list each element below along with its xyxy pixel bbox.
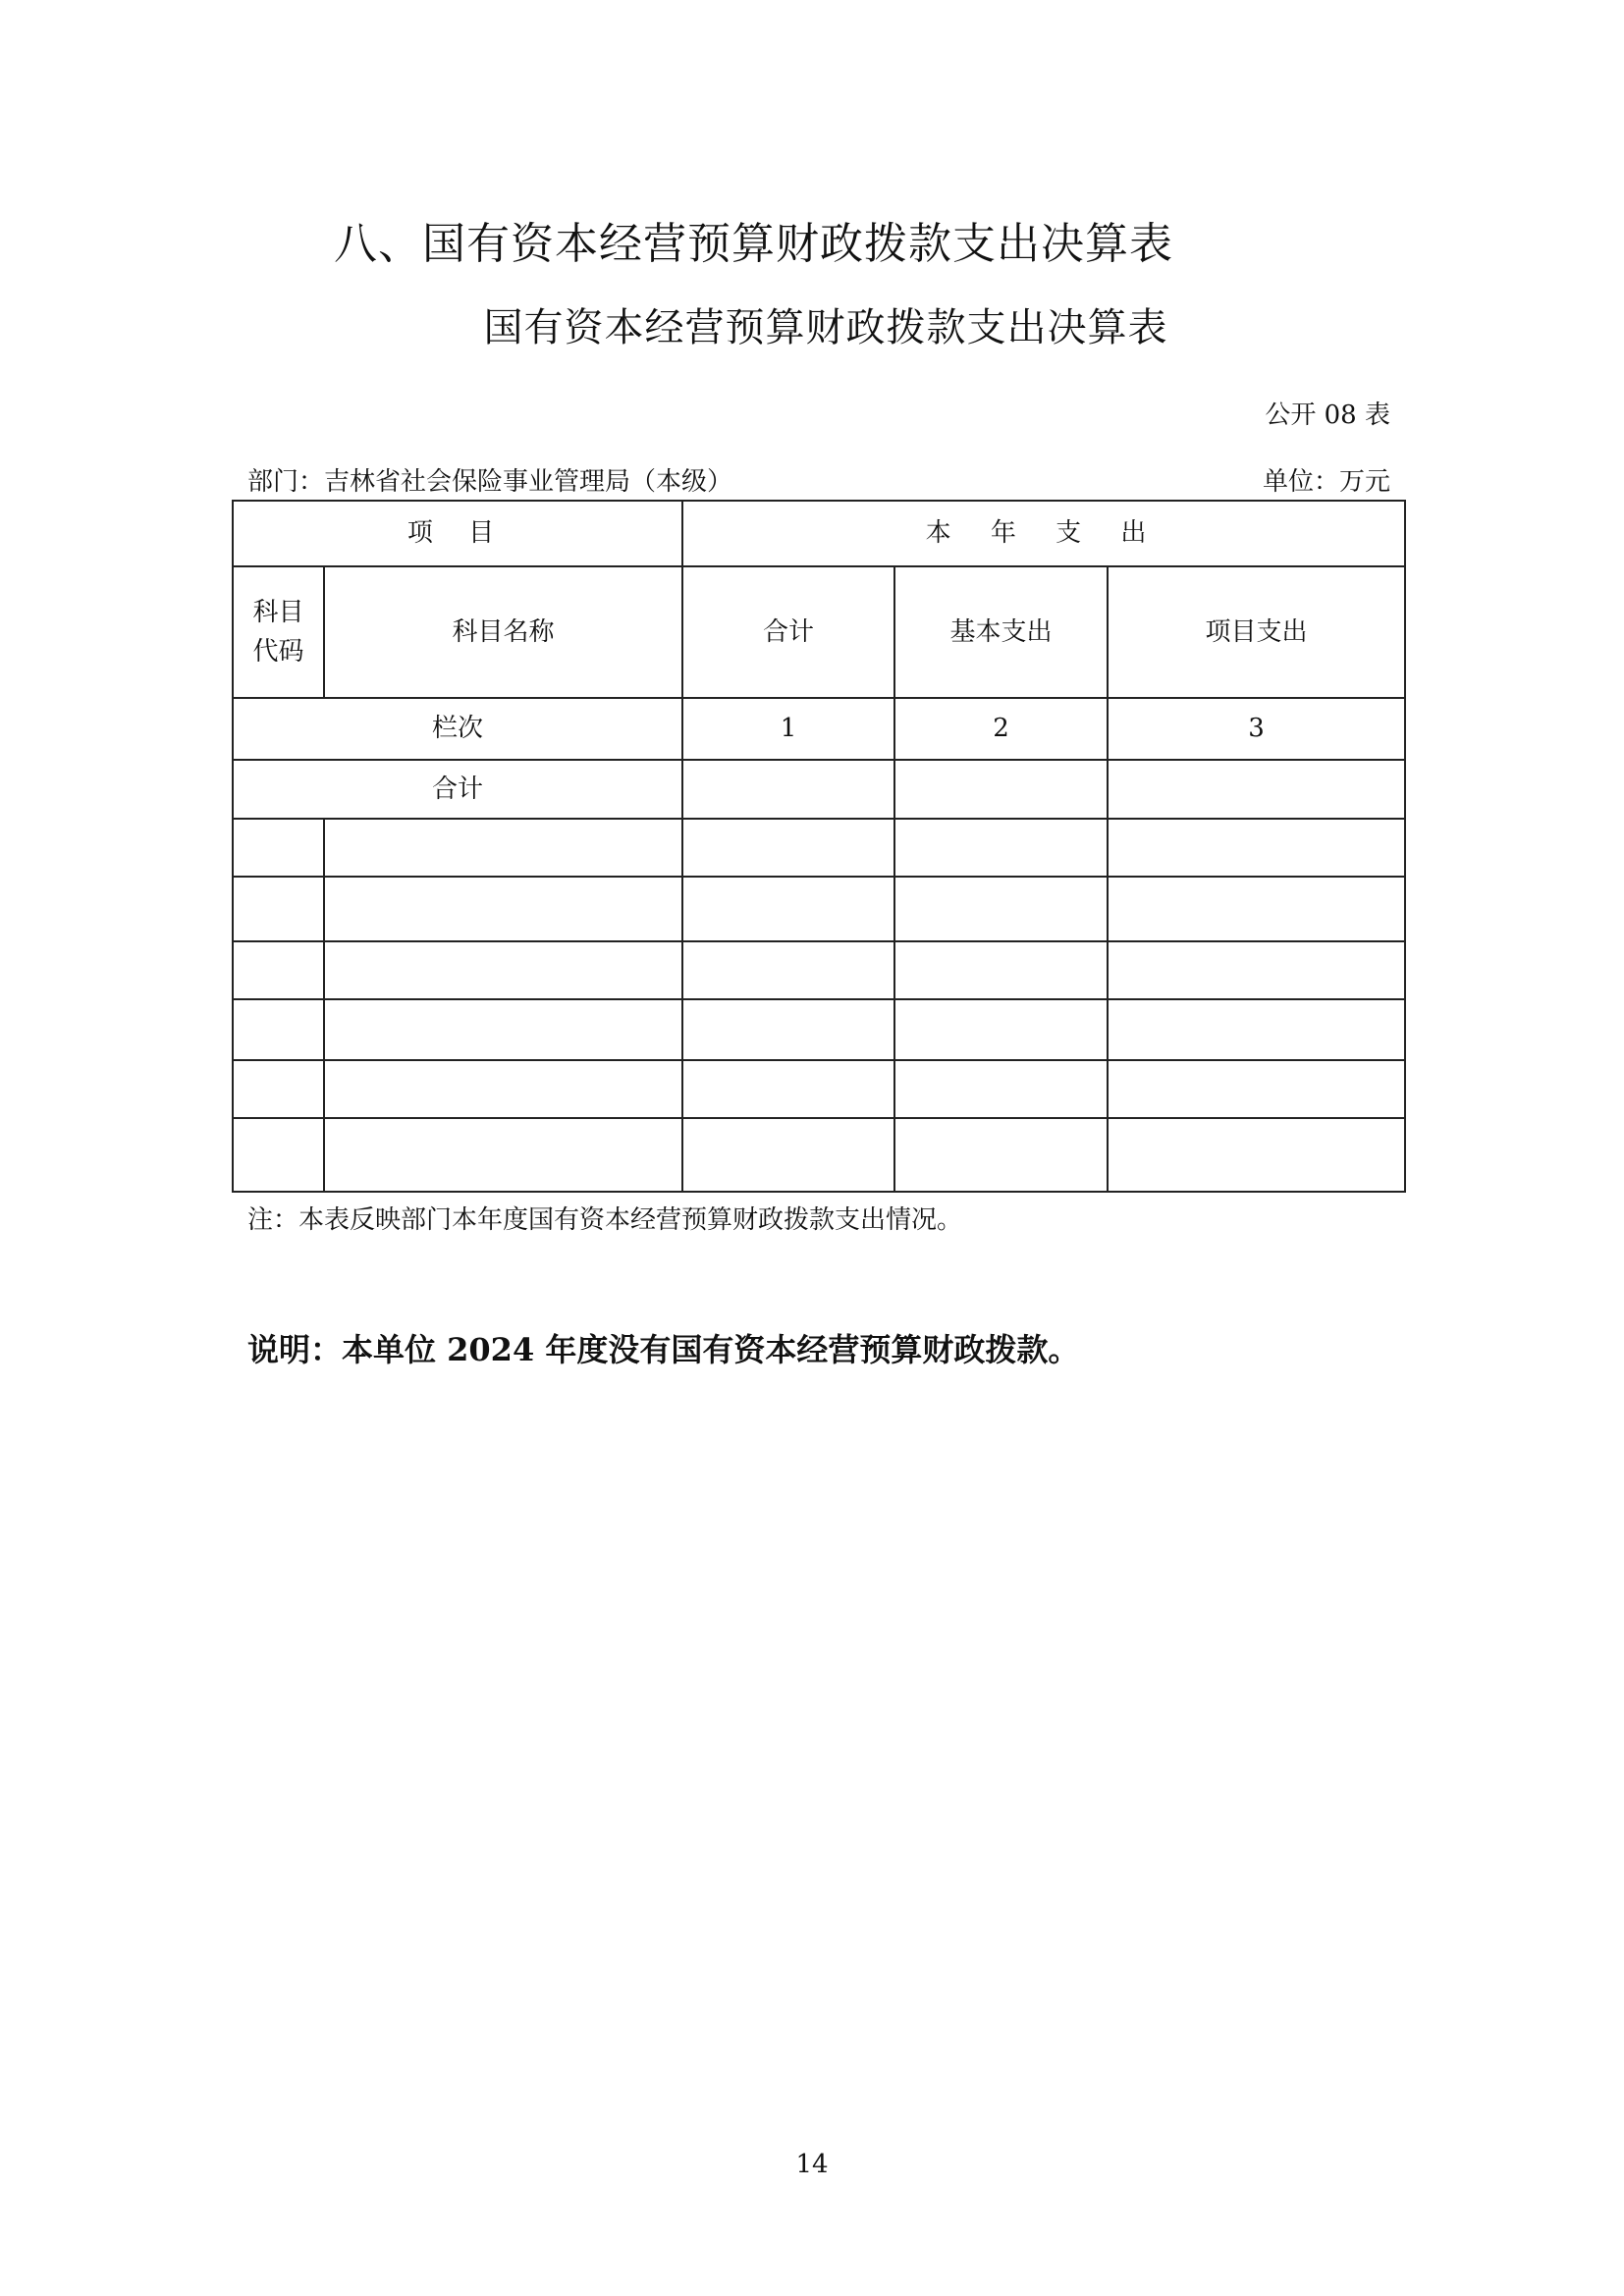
table-row xyxy=(233,1118,1405,1192)
total-row xyxy=(233,760,1405,819)
header-subject-name: 科目名称 xyxy=(324,566,682,698)
page-number: 14 xyxy=(795,2150,829,2179)
department-label: 部门：吉林省社会保险事业管理局（本级） xyxy=(247,467,733,497)
table-title xyxy=(0,296,1624,352)
form-number: 公开 08 表 xyxy=(1265,400,1390,430)
index-row xyxy=(233,698,1405,760)
total-row-label: 合计 xyxy=(233,760,682,819)
empty-cell xyxy=(233,941,324,999)
table-note: 注：本表反映部门本年度国有资本经营预算财政拨款支出情况。 xyxy=(247,1205,963,1235)
empty-cell xyxy=(894,1118,1108,1192)
header-current-year: 本 年 支 出 xyxy=(682,501,1405,566)
empty-cell xyxy=(894,941,1108,999)
total-basic-cell xyxy=(894,760,1108,819)
empty-cell xyxy=(682,1060,894,1118)
total-cell xyxy=(682,760,894,819)
table-row xyxy=(233,1060,1405,1118)
empty-cell xyxy=(682,999,894,1060)
empty-cell xyxy=(1108,1060,1405,1118)
header-subject-code-line1: 科目 xyxy=(252,597,304,627)
empty-cell xyxy=(682,941,894,999)
table-row xyxy=(233,819,1405,877)
empty-cell xyxy=(324,877,682,941)
index-row-label: 栏次 xyxy=(233,698,682,760)
empty-cell xyxy=(233,999,324,1060)
empty-cell xyxy=(894,819,1108,877)
table-row xyxy=(233,941,1405,999)
table-title-text: 国有资本经营预算财政拨款支出决算表 xyxy=(483,305,1168,350)
table-header-row xyxy=(233,501,1405,566)
empty-cell xyxy=(324,819,682,877)
empty-cell xyxy=(1108,877,1405,941)
empty-cell xyxy=(324,999,682,1060)
empty-cell xyxy=(324,1060,682,1118)
empty-cell xyxy=(233,877,324,941)
header-subject-code-line2: 代码 xyxy=(252,637,304,667)
index-col-2: 2 xyxy=(894,698,1108,760)
header-project: 项 目 xyxy=(233,501,682,566)
empty-cell xyxy=(682,1118,894,1192)
table-subheader-row xyxy=(233,566,1405,698)
empty-cell xyxy=(233,1060,324,1118)
empty-cell xyxy=(894,877,1108,941)
empty-cell xyxy=(1108,941,1405,999)
empty-cell xyxy=(1108,999,1405,1060)
empty-cell xyxy=(233,819,324,877)
index-col-1: 1 xyxy=(682,698,894,760)
total-project-cell xyxy=(1108,760,1405,819)
header-basic-expenditure: 基本支出 xyxy=(894,566,1108,698)
unit-label: 单位：万元 xyxy=(1262,467,1390,497)
empty-cell xyxy=(324,1118,682,1192)
empty-cell xyxy=(1108,819,1405,877)
header-project-expenditure: 项目支出 xyxy=(1108,566,1405,698)
header-subject-code xyxy=(233,566,324,698)
empty-cell xyxy=(894,999,1108,1060)
empty-cell xyxy=(682,877,894,941)
empty-cell xyxy=(233,1118,324,1192)
section-heading: 八、国有资本经营预算财政拨款支出决算表 xyxy=(334,219,1173,269)
table-row xyxy=(233,999,1405,1060)
empty-cell xyxy=(1108,1118,1405,1192)
explanation-text: 说明：本单位 2024 年度没有国有资本经营预算财政拨款。 xyxy=(247,1331,1080,1368)
table-row xyxy=(233,877,1405,941)
budget-table xyxy=(232,500,1406,1193)
empty-cell xyxy=(324,941,682,999)
header-total: 合计 xyxy=(682,566,894,698)
empty-cell xyxy=(682,819,894,877)
index-col-3: 3 xyxy=(1108,698,1405,760)
empty-cell xyxy=(894,1060,1108,1118)
